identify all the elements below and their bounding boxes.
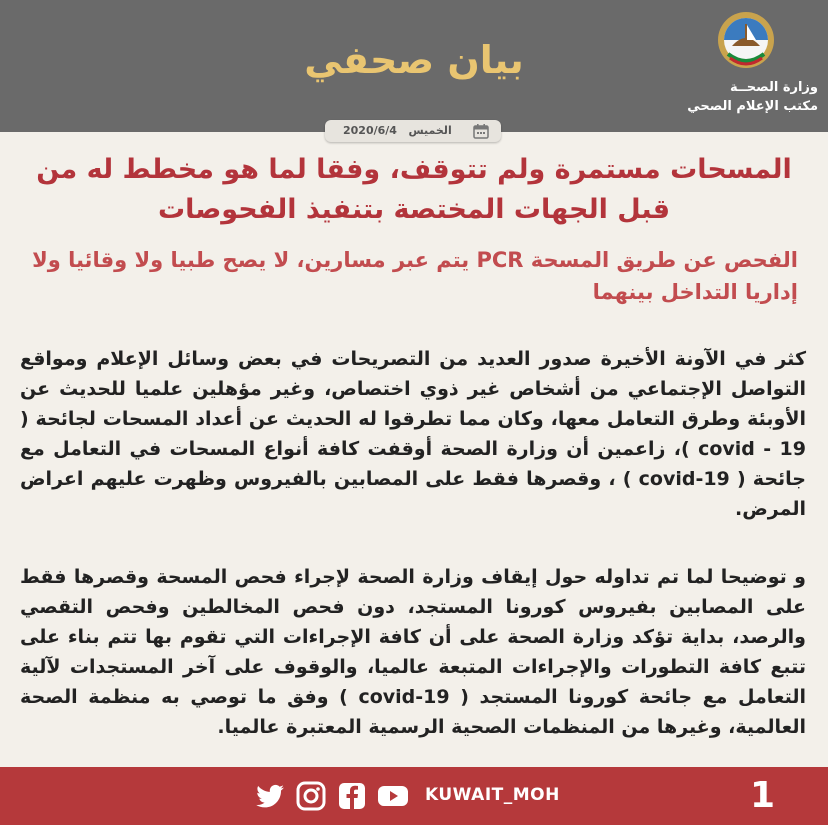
ministry-line-1: وزارة الصحــة xyxy=(730,80,818,95)
youtube-icon[interactable] xyxy=(377,781,409,811)
instagram-icon[interactable] xyxy=(295,781,327,811)
facebook-icon[interactable] xyxy=(336,781,368,811)
body-paragraph-1: كثر في الآونة الأخيرة صدور العديد من التصريحات في بعض وسائل الإعلام ومواقع التواصل الإجتماعي من أشخاص غير ذوي اختصاص، وغير مؤهلين علميا للحديث عن الأوبئة وطرق التعامل معها، وكان مما تطرقوا له الحديث عن أعداد المسحات لجائحة ( covid - 19 )، زاعمين أن وزارة الصحة أوقفت كافة أنواع المسحات في التعامل مع جائحة ( covid-19 ) ، وقصرها فقط على المصابين بالفيروس وظهرت عليهم اعراض المرض. xyxy=(20,348,806,520)
date-value: 2020/6/4 xyxy=(343,124,397,137)
headline: المسحات مستمرة ولم تتوقف، وفقا لما هو مخطط له من قبل الجهات المختصة بتنفيذ الفحوصات xyxy=(36,154,792,225)
date-badge xyxy=(325,120,501,142)
ministry-name xyxy=(687,78,818,116)
body-paragraph-2: و توضيحا لما تم تداوله حول إيقاف وزارة الصحة لإجراء فحص المسحة وقصرها فقط على المصابين بفيروس كورونا المستجد، دون فحص المخالطين وفحص التقصي والرصد، بداية تؤكد وزارة الصحة على أن كافة الإجراءات التي تقوم بها تتم بناء على تتبع كافة التطورات والإجراءات المتبعة عالميا، والوقوف على آخر المستجدات لآلية التعامل مع جائحة كورونا المستجد ( covid-19 ) وفق ما توصي به منظمة الصحة العالمية، وغيرها من المنظمات الصحية الرسمية المعتبرة عالميا. xyxy=(20,566,806,738)
subheadline: الفحص عن طريق المسحة PCR يتم عبر مسارين، لا يصح طبيا ولا وقائيا ولا إداريا التداخل بينهما xyxy=(32,248,798,304)
page-title: بيان صحفي xyxy=(304,38,524,82)
ministry-line-2: مكتب الإعلام الصحي xyxy=(687,99,818,114)
date-day: الخميس xyxy=(408,124,452,137)
footer-bar xyxy=(0,767,828,825)
page-number: 1 xyxy=(750,775,776,816)
header-banner xyxy=(0,0,828,132)
calendar-icon xyxy=(473,123,489,139)
ministry-emblem-logo xyxy=(716,10,776,70)
twitter-icon[interactable] xyxy=(254,781,286,811)
date-text xyxy=(343,124,452,137)
social-handle: KUWAIT_MOH xyxy=(425,785,560,805)
